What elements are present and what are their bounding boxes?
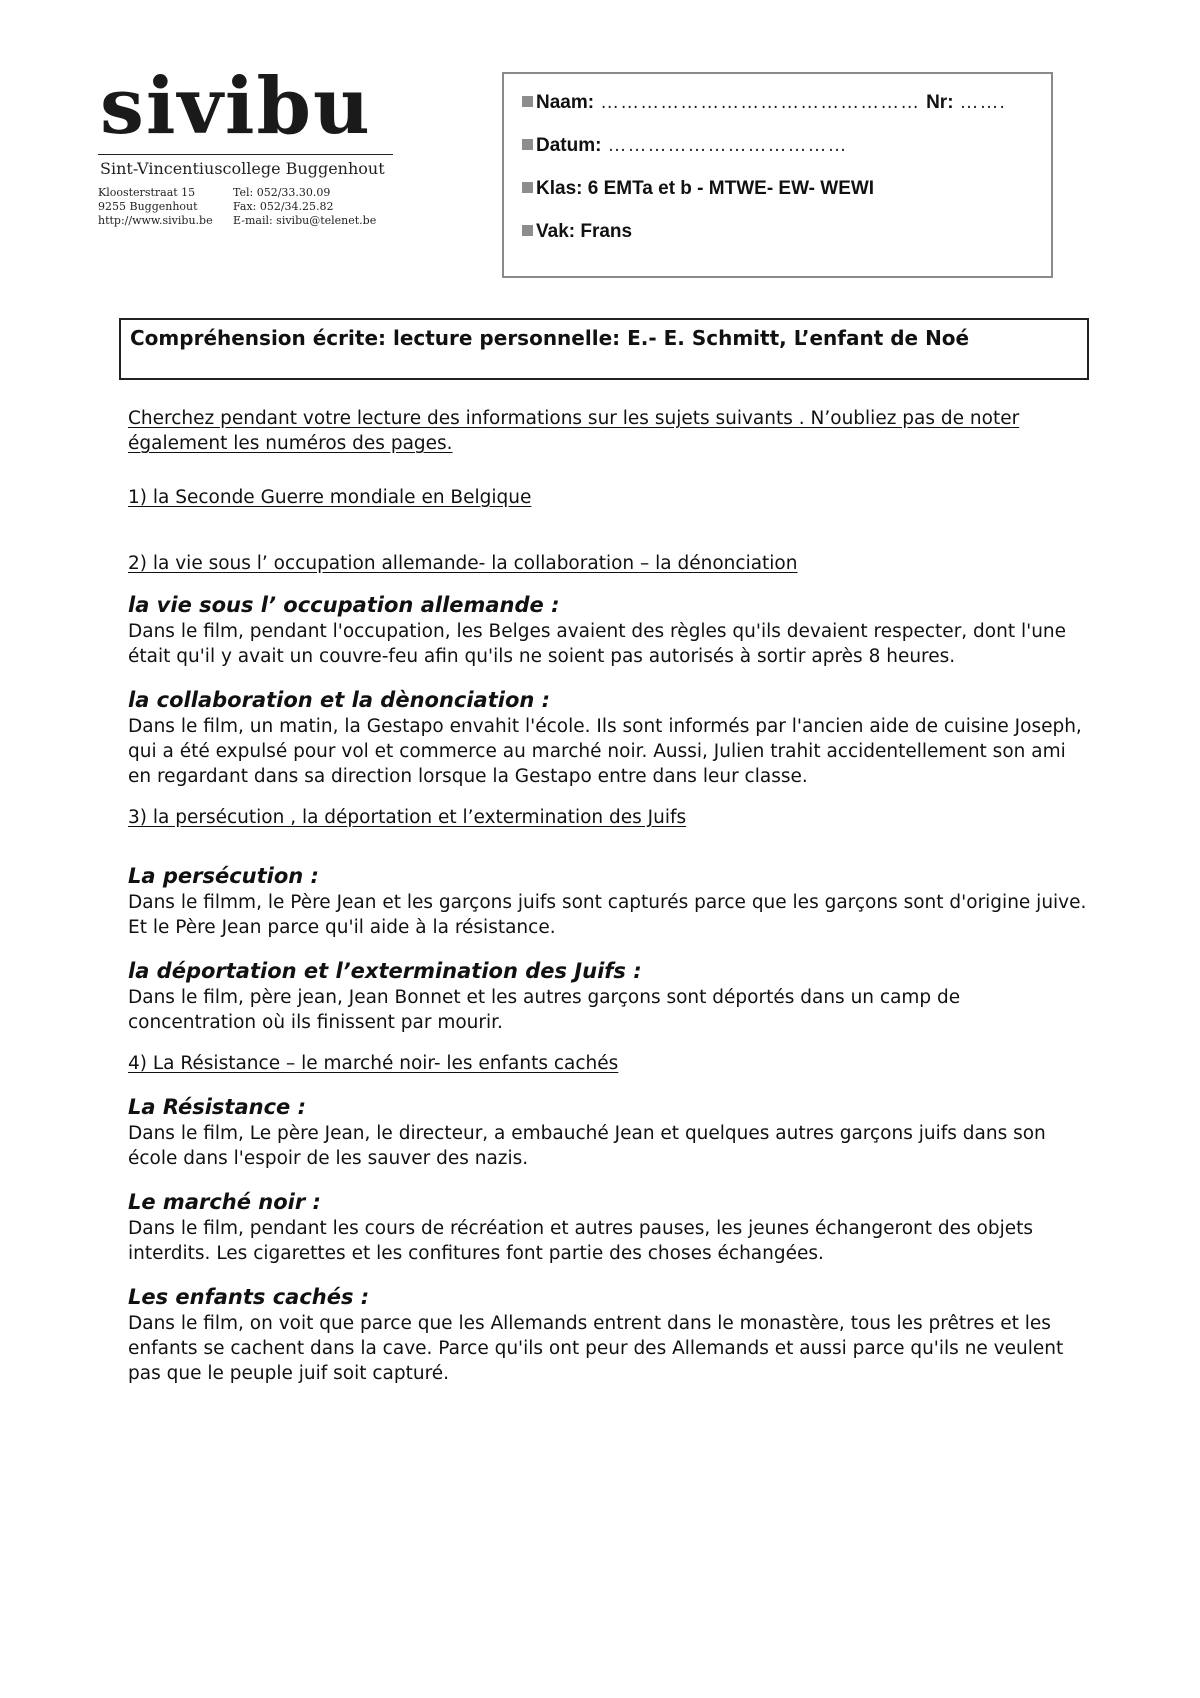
naam-label: Naam:	[536, 92, 595, 113]
klas-text: Klas: 6 EMTa et b - MTWE- EW- WEWI	[536, 178, 875, 199]
school-logo	[98, 62, 398, 227]
section-1-heading: 1) la Seconde Guerre mondiale en Belgique	[128, 487, 532, 508]
vak-line	[522, 221, 1051, 264]
datum-fill-line[interactable]: ………………………………	[607, 135, 848, 156]
naam-line	[522, 92, 1051, 135]
section-4-sub1-title: La Résistance :	[128, 1095, 306, 1119]
logo-fax: Fax: 052/34.25.82	[233, 200, 334, 213]
assignment-content	[128, 406, 1088, 1386]
assignment-title: Compréhension écrite: lecture personnelle: E.- E. Schmitt, L’enfant de Noé	[130, 326, 970, 350]
vak-text: Vak: Frans	[536, 221, 633, 242]
section-3-sub1-title: La persécution :	[128, 864, 319, 888]
section-4-sub3-text: Dans le film, on voit que parce que les Allemands entrent dans le monastère, tous les prêtres et les enfants se cachent dans la cave. Parce qu'ils ont peur des Allemands et aussi parce qu'ils ne veulent pas que le peuple juif soit capturé.	[128, 1313, 1064, 1384]
datum-line	[522, 135, 1051, 178]
section-3-sub2-text: Dans le film, père jean, Jean Bonnet et les autres garçons sont déportés dans un camp de concentration où ils finissent par mourir.	[128, 987, 961, 1033]
logo-email: E-mail: sivibu@telenet.be	[233, 214, 377, 227]
logo-divider	[98, 154, 393, 155]
section-4-sub2-text: Dans le film, pendant les cours de récréation et autres pauses, les jeunes échangeront des objets interdits. Les cigarettes et les confitures font partie des choses échangées.	[128, 1218, 1034, 1264]
section-3-heading: 3) la persécution , la déportation et l’extermination des Juifs	[128, 807, 687, 828]
assignment-title-box	[119, 318, 1089, 380]
section-2-sub2-text: Dans le film, un matin, la Gestapo envahit l'école. Ils sont informés par l'ancien aide de cuisine Joseph, qui a été expulsé pour vol et commerce au marché noir. Aussi, Julien trahit accidentellement son ami en regardant dans sa direction lorsque la Gestapo entre dans leur classe.	[128, 716, 1082, 787]
section-2-sub2-title: la collaboration et la dènonciation :	[128, 688, 551, 712]
logo-school-name: Sint-Vincentiuscollege Buggenhout	[100, 159, 385, 178]
logo-address-city: 9255 Buggenhout	[98, 200, 198, 213]
datum-label: Datum:	[536, 135, 602, 156]
section-2-sub1-text: Dans le film, pendant l'occupation, les Belges avaient des règles qu'ils devaient respecter, dont l'une était qu'il y avait un couvre-feu afin qu'ils ne soient pas autorisés à sortir après 8 heures.	[128, 621, 1067, 667]
naam-fill-line[interactable]: …………………………………………	[600, 92, 921, 113]
student-info-box	[502, 72, 1053, 278]
section-3-sub2-title: la déportation et l’extermination des Juifs :	[128, 959, 642, 983]
bullet-square-icon	[522, 96, 533, 107]
section-2-sub1-title: la vie sous l’ occupation allemande :	[128, 593, 560, 617]
klas-line	[522, 178, 1051, 221]
nr-label: Nr:	[926, 92, 954, 113]
logo-wordmark: sivibu	[100, 61, 372, 152]
section-4-sub1-text: Dans le film, Le père Jean, le directeur, a embauché Jean et quelques autres garçons juifs dans son école dans l'espoir de les sauver des nazis.	[128, 1123, 1046, 1169]
bullet-square-icon	[522, 225, 533, 236]
logo-contact-details	[98, 186, 398, 227]
section-4-heading: 4) La Résistance – le marché noir- les enfants cachés	[128, 1053, 619, 1074]
bullet-square-icon	[522, 182, 533, 193]
logo-website: http://www.sivibu.be	[98, 214, 213, 227]
section-4-sub3-title: Les enfants cachés :	[128, 1285, 370, 1309]
logo-tel: Tel: 052/33.30.09	[233, 186, 331, 199]
intro-instruction: Cherchez pendant votre lecture des informations sur les sujets suivants . N’oubliez pas de noter également les numéros des pages.	[128, 408, 1020, 454]
nr-fill-line[interactable]: …….	[959, 92, 1006, 113]
section-4-sub2-title: Le marché noir :	[128, 1190, 321, 1214]
section-2-heading: 2) la vie sous l’ occupation allemande- la collaboration – la dénonciation	[128, 553, 798, 574]
logo-address-street: Kloosterstraat 15	[98, 186, 196, 199]
section-3-sub1-text: Dans le filmm, le Père Jean et les garçons juifs sont capturés parce que les garçons sont d'origine juive. Et le Père Jean parce qu'il aide à la résistance.	[128, 892, 1087, 938]
bullet-square-icon	[522, 139, 533, 150]
